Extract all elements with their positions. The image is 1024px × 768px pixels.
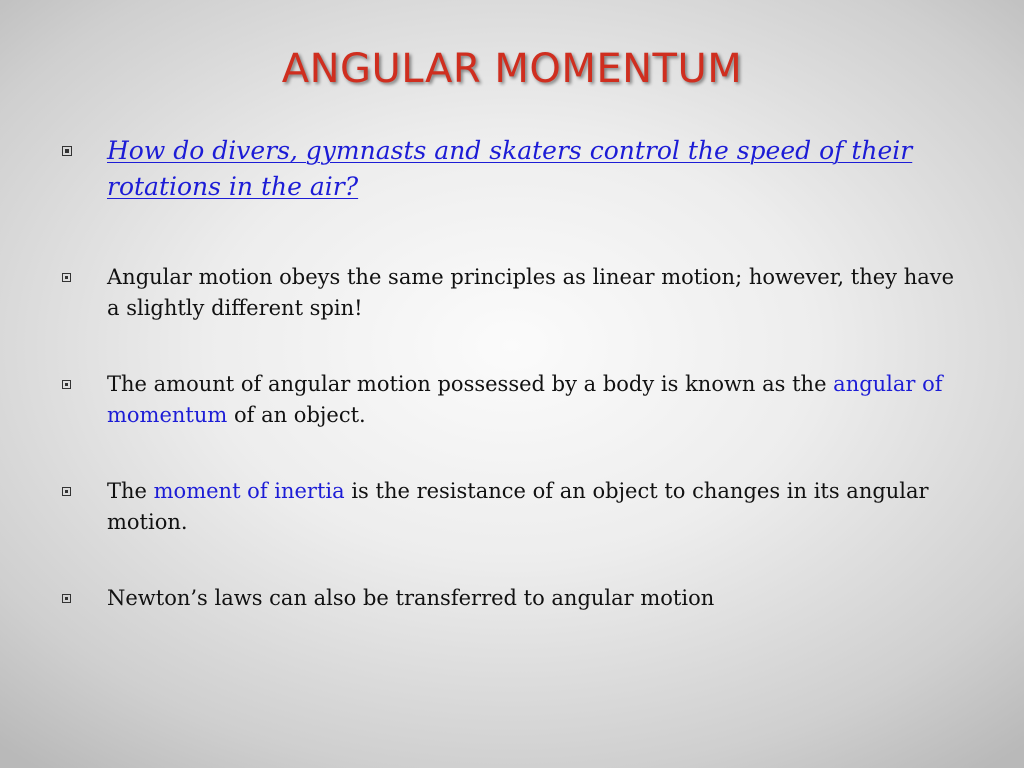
question-text: How do divers, gymnasts and skaters control the speed of their rotations in the air? <box>107 136 913 201</box>
bullet-square-icon <box>62 146 72 156</box>
term-moment-of-inertia: moment of inertia <box>153 479 345 503</box>
bullet-text-post: is the resistance of an object to changes in its angular motion. <box>107 479 929 534</box>
bullet-newtons-laws <box>62 583 962 614</box>
bullet-square-icon <box>62 273 71 282</box>
slide-title: ANGULAR MOMENTUM <box>281 46 743 92</box>
term-angular-of-momentum: angular of momentum <box>107 372 943 427</box>
bullet-text-pre: The amount of angular motion possessed by a body is known as the <box>107 372 834 396</box>
bullet-angular-motion <box>62 262 962 324</box>
bullet-text: Newton’s laws can also be transferred to angular motion <box>107 586 715 610</box>
bullet-square-icon <box>62 380 71 389</box>
bullet-square-icon <box>62 594 71 603</box>
bullet-square-icon <box>62 487 71 496</box>
bullet-list <box>62 133 962 659</box>
bullet-amount-angular <box>62 369 962 431</box>
bullet-text-pre: The <box>107 479 154 503</box>
bullet-moment-inertia <box>62 476 962 538</box>
bullet-question <box>62 133 962 205</box>
bullet-text-post: of an object. <box>227 403 366 427</box>
bullet-text: Angular motion obeys the same principles as linear motion; however, they have a slightly different spin! <box>107 265 955 320</box>
